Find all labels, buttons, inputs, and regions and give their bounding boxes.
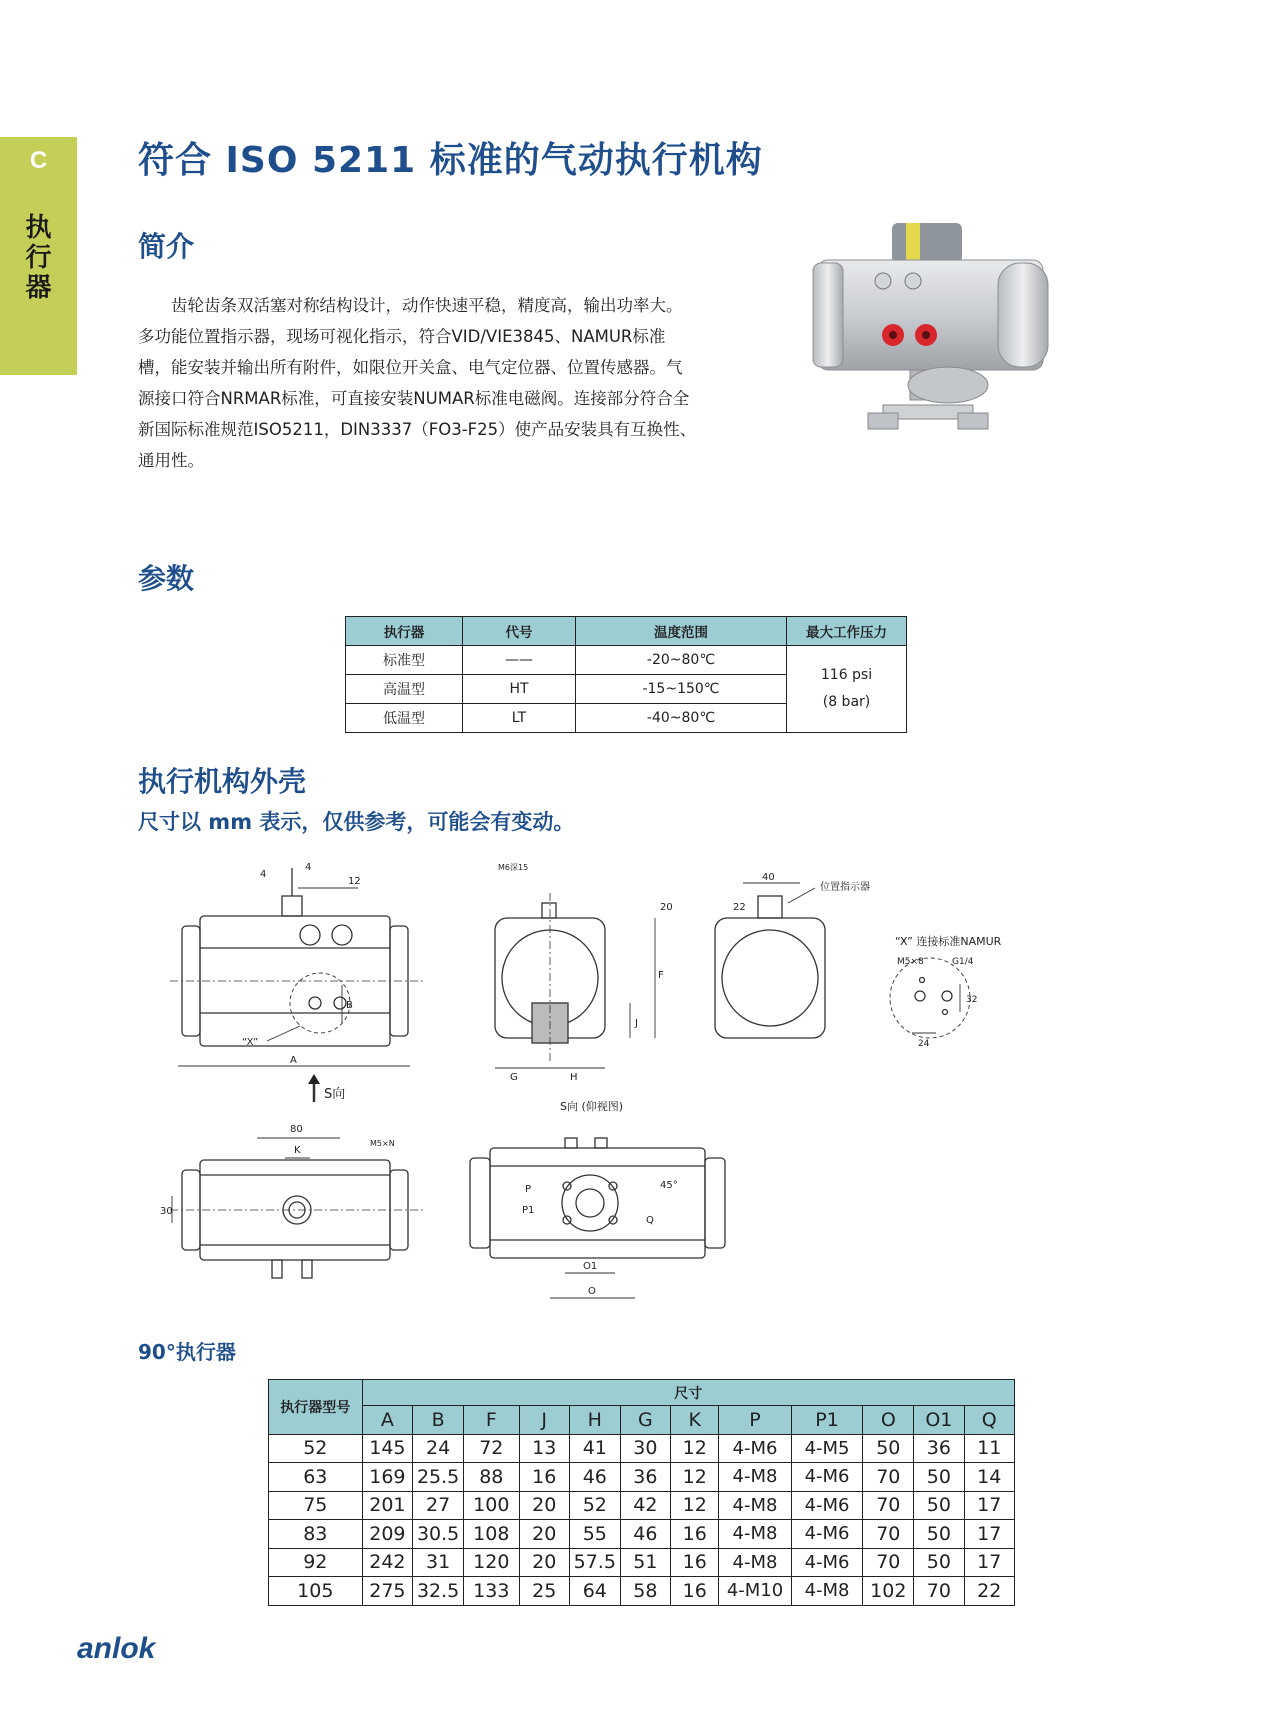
dim-cell: 36 [914,1434,964,1463]
dim-column-header: F [464,1406,520,1435]
dim-label: Q [646,1215,654,1226]
dim-cell: 58 [620,1577,670,1606]
dim-cell: 31 [413,1548,464,1577]
dim-cell: 169 [362,1463,413,1492]
dim-cell: 12 [671,1463,719,1492]
namur-label: “X” 连接标准NAMUR [895,935,1002,948]
params-code: HT [463,675,576,704]
dim-cell: 55 [569,1520,620,1549]
dim-column-header: O1 [914,1406,964,1435]
side-tab-word [0,213,77,303]
dim-cell: 14 [964,1463,1014,1492]
dim-cell: 17 [964,1520,1014,1549]
dim-label: “X” [242,1037,259,1048]
actuator-dimension-table [268,1379,1015,1606]
dim-cell: 50 [914,1548,964,1577]
dim-label: 32 [966,995,978,1005]
params-type: 高温型 [346,675,463,704]
params-type: 标准型 [346,646,463,675]
s-view [470,1138,725,1298]
dim-label: M5×N [370,1139,395,1148]
dim-cell: 16 [671,1520,719,1549]
table-row [269,1463,1015,1492]
s-view-label: S向 (仰视图) [560,1100,624,1113]
model-cell: 92 [269,1548,363,1577]
model-cell: 83 [269,1520,363,1549]
dim-label: M5×8 [897,957,924,967]
dim-cell: 22 [964,1577,1014,1606]
side-tab [0,137,77,375]
table-row [269,1434,1015,1463]
dim-cell: 50 [914,1520,964,1549]
intro-heading: 简介 [138,230,195,263]
dim-cell: 64 [569,1577,620,1606]
model-cell: 52 [269,1434,363,1463]
dim-cell: 16 [671,1577,719,1606]
table-row [269,1491,1015,1520]
dim-label: 4 [305,862,312,873]
dim-cell: 50 [914,1463,964,1492]
dim-cell: 52 [569,1491,620,1520]
dim-cell: 102 [863,1577,914,1606]
dim-cell: 25.5 [413,1463,464,1492]
dim-label: M6深15 [498,863,529,872]
dim-cell: 4-M6 [791,1548,863,1577]
params-range: -15~150℃ [576,675,787,704]
dim-cell: 70 [914,1577,964,1606]
dim-label: 12 [348,876,361,887]
side-view [495,893,655,1068]
intro-text [138,290,698,476]
dim-cell: 36 [620,1463,670,1492]
params-table [345,616,907,733]
side-tab-char: 执 [25,213,52,243]
dim-cell: 16 [519,1463,569,1492]
bottom-view [170,1138,425,1278]
dim-label: 80 [290,1124,303,1135]
dim-label: B [346,1000,353,1011]
model-cell: 105 [269,1577,363,1606]
indicator-view [715,883,825,1038]
dim-column-header: G [620,1406,670,1435]
dim-label: 24 [918,1039,930,1049]
dim-cell: 42 [620,1491,670,1520]
params-code: —— [463,646,576,675]
params-header: 执行器 [346,617,463,646]
dim-cell: 16 [671,1548,719,1577]
dim-cell: 11 [964,1434,1014,1463]
dim-cell: 4-M6 [791,1491,863,1520]
pressure-bar: (8 bar) [822,694,871,710]
dim-column-header: P [719,1406,791,1435]
dim-cell: 275 [362,1577,413,1606]
dim-cell: 108 [464,1520,520,1549]
dim-cell: 25 [519,1577,569,1606]
model-cell: 63 [269,1463,363,1492]
brand-logo: anlok [77,1632,156,1665]
dim-cell: 41 [569,1434,620,1463]
dim-cell: 4-M8 [791,1577,863,1606]
params-header: 代号 [463,617,576,646]
dim-label: A [290,1055,297,1066]
dim-cell: 70 [863,1491,914,1520]
dim-column-header: A [362,1406,413,1435]
side-tab-letter: C [29,147,48,174]
dim-cell: 145 [362,1434,413,1463]
dim-label: 4 [260,869,267,880]
dim-column-header: K [671,1406,719,1435]
dim-label: 22 [733,902,746,913]
dim-cell: 70 [863,1520,914,1549]
dim-cell: 30 [620,1434,670,1463]
dim-label: 20 [660,902,673,913]
dim-cell: 100 [464,1491,520,1520]
s-direction-label: S向 [324,1087,346,1102]
dim-cell: 72 [464,1434,520,1463]
housing-note: 尺寸以 mm 表示，仅供参考，可能会有变动。 [138,810,575,834]
dim-cell: 46 [620,1520,670,1549]
params-heading: 参数 [138,562,195,595]
dim-cell: 46 [569,1463,620,1492]
dim-label: G [510,1072,518,1083]
table-row [346,646,907,675]
params-header-row [346,617,907,646]
dim-cell: 50 [914,1491,964,1520]
dim-column-header: B [413,1406,464,1435]
dim-cell: 27 [413,1491,464,1520]
front-view [170,868,425,1102]
dim-cell: 4-M8 [719,1463,791,1492]
dim-cell: 120 [464,1548,520,1577]
actuator-table-heading: 90°执行器 [138,1340,236,1364]
page-title: 符合 ISO 5211 标准的气动执行机构 [138,140,763,181]
dim-cell: 70 [863,1463,914,1492]
dim-label: 45° [660,1180,678,1191]
dim-label: F [658,970,664,981]
dim-cell: 209 [362,1520,413,1549]
dim-cell: 133 [464,1577,520,1606]
dim-cell: 13 [519,1434,569,1463]
dim-label: 40 [762,872,775,883]
dim-label: G1/4 [952,957,974,967]
dim-cell: 4-M6 [791,1520,863,1549]
dim-cell: 51 [620,1548,670,1577]
side-tab-char: 行 [25,243,52,273]
table-row [269,1548,1015,1577]
dim-label: O1 [583,1261,598,1272]
params-code: LT [463,704,576,733]
params-type: 低温型 [346,704,463,733]
dim-cell: 4-M10 [719,1577,791,1606]
dim-cell: 20 [519,1491,569,1520]
dim-cell: 242 [362,1548,413,1577]
dim-cell: 30.5 [413,1520,464,1549]
dim-column-header: Q [964,1406,1014,1435]
dim-cell: 12 [671,1491,719,1520]
params-header: 最大工作压力 [787,617,907,646]
dim-cell: 4-M8 [719,1548,791,1577]
dim-column-header: O [863,1406,914,1435]
dim-column-header: H [569,1406,620,1435]
indicator-label: 位置指示器 [820,882,870,893]
dim-cell: 4-M5 [791,1434,863,1463]
dim-cell: 4-M6 [719,1434,791,1463]
dim-cell: 4-M6 [791,1463,863,1492]
dim-cell: 88 [464,1463,520,1492]
dim-cell: 32.5 [413,1577,464,1606]
dim-cell: 20 [519,1548,569,1577]
dim-cell: 70 [863,1548,914,1577]
dim-label: 30 [160,1206,173,1217]
dim-cell: 4-M8 [719,1520,791,1549]
dim-cell: 24 [413,1434,464,1463]
namur-view [890,958,970,1038]
params-header: 温度范围 [576,617,787,646]
dim-label: P [525,1184,532,1195]
params-range: -40~80℃ [576,704,787,733]
model-cell: 75 [269,1491,363,1520]
table-row [269,1577,1015,1606]
dim-cell: 17 [964,1491,1014,1520]
dim-label: K [294,1145,301,1156]
dims-body [269,1434,1015,1605]
dim-label: J [635,1018,638,1029]
dim-label: O [588,1286,596,1297]
dim-cell: 20 [519,1520,569,1549]
dims-header-row [269,1380,1015,1406]
params-range: -20~80℃ [576,646,787,675]
model-header: 执行器型号 [269,1380,363,1435]
dim-cell: 4-M8 [719,1491,791,1520]
actuator-photo [798,215,1063,465]
dimension-drawings [160,848,1120,1318]
dim-cell: 12 [671,1434,719,1463]
table-row [269,1520,1015,1549]
dim-label: P1 [522,1205,535,1216]
housing-heading: 执行机构外壳 [138,765,307,798]
dim-cell: 17 [964,1548,1014,1577]
dim-cell: 50 [863,1434,914,1463]
side-tab-char: 器 [25,273,52,303]
dim-header: 尺寸 [362,1380,1014,1406]
dim-cell: 201 [362,1491,413,1520]
dim-cell: 57.5 [569,1548,620,1577]
dim-column-header: P1 [791,1406,863,1435]
params-pressure [787,646,907,733]
dim-column-header: J [519,1406,569,1435]
pressure-psi: 116 psi [820,667,873,683]
intro-paragraph: 齿轮齿条双活塞对称结构设计，动作快速平稳，精度高，输出功率大。多功能位置指示器，现场可视化指示，符合VID/VIE3845、NAMUR标准槽，能安装并输出所有附件，如限位开关盒、电气定位器、位置传感器。气源接口符合NRMAR标准，可直接安装NUMAR标准电磁阀。连接部分符合全新国际标准规范ISO5211，DIN3337（FO3-F25）使产品安装具有互换性、通用性。 [138,296,697,470]
dim-label: H [570,1072,578,1083]
dims-column-row [269,1406,1015,1435]
